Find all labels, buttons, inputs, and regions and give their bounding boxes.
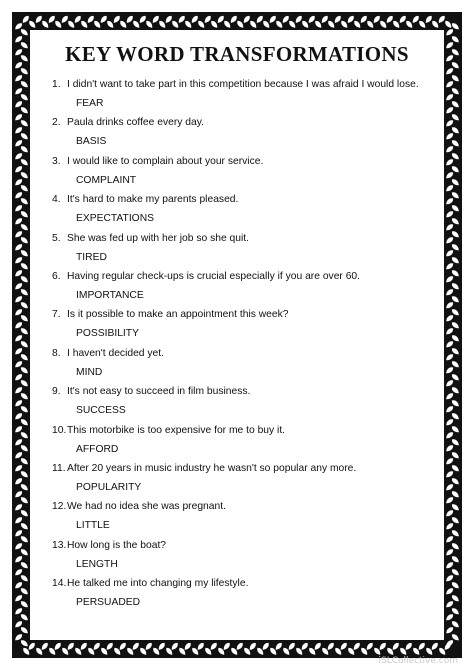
exercise-item bbox=[52, 79, 432, 117]
exercise-item bbox=[52, 578, 432, 616]
worksheet-content bbox=[36, 36, 438, 634]
exercise-item bbox=[52, 309, 432, 347]
item-number: 14. bbox=[52, 578, 67, 590]
exercise-item bbox=[52, 271, 432, 309]
page-title: KEY WORD TRANSFORMATIONS bbox=[65, 42, 409, 66]
item-number: 7. bbox=[52, 309, 61, 321]
keyword: EXPECTATIONS bbox=[76, 213, 155, 225]
keyword: LITTLE bbox=[76, 520, 110, 532]
exercise-sentence bbox=[52, 386, 250, 397]
sentence-text: He talked me into changing my lifestyle. bbox=[67, 578, 249, 590]
keyword: AFFORD bbox=[76, 443, 119, 455]
item-number: 10. bbox=[52, 424, 67, 436]
sentence-text: After 20 years in music industry he wasn't so popular any more. bbox=[67, 462, 357, 474]
keyword: PERSUADED bbox=[76, 597, 141, 609]
exercise-item bbox=[52, 194, 432, 232]
keyword: LENGTH bbox=[76, 558, 118, 570]
exercise-sentence bbox=[52, 156, 263, 167]
item-number: 13. bbox=[52, 539, 67, 551]
item-number: 8. bbox=[52, 347, 61, 359]
item-number: 2. bbox=[52, 117, 61, 129]
item-number: 3. bbox=[52, 155, 61, 167]
keyword: FEAR bbox=[76, 98, 104, 109]
keyword: IMPORTANCE bbox=[76, 289, 144, 301]
item-number: 4. bbox=[52, 194, 61, 206]
exercise-item bbox=[52, 425, 432, 463]
exercise-item bbox=[52, 117, 432, 155]
sentence-text: It's hard to make my parents pleased. bbox=[67, 194, 239, 206]
sentence-text: It's not easy to succeed in film business. bbox=[67, 386, 251, 398]
exercise-item bbox=[52, 348, 432, 386]
item-number: 11. bbox=[52, 462, 66, 474]
item-number: 6. bbox=[52, 270, 61, 282]
keyword: POSSIBILITY bbox=[76, 328, 139, 340]
exercise-list bbox=[52, 79, 432, 616]
exercise-sentence bbox=[52, 540, 166, 551]
exercise-item bbox=[52, 233, 432, 271]
sentence-text: How long is the boat? bbox=[67, 539, 167, 551]
item-number: 1. bbox=[52, 79, 61, 90]
exercise-item bbox=[52, 156, 432, 194]
exercise-item bbox=[52, 463, 432, 501]
exercise-item bbox=[52, 540, 432, 578]
exercise-sentence bbox=[52, 271, 360, 282]
exercise-sentence bbox=[52, 79, 419, 90]
item-number: 12. bbox=[52, 501, 67, 513]
sentence-text: We had no idea she was pregnant. bbox=[67, 501, 226, 513]
exercise-sentence bbox=[52, 194, 238, 205]
exercise-sentence bbox=[52, 233, 249, 244]
watermark-text: iSLCollective.com bbox=[378, 656, 458, 666]
exercise-sentence bbox=[52, 425, 285, 436]
item-number: 9. bbox=[52, 386, 61, 398]
exercise-sentence bbox=[52, 348, 164, 359]
exercise-sentence bbox=[52, 578, 248, 589]
sentence-text: Is it possible to make an appointment this week? bbox=[67, 309, 289, 321]
sentence-text: She was fed up with her job so she quit. bbox=[67, 232, 250, 244]
exercise-sentence bbox=[52, 463, 356, 474]
sentence-text: Paula drinks coffee every day. bbox=[67, 117, 204, 129]
exercise-sentence bbox=[52, 117, 204, 128]
keyword: BASIS bbox=[76, 136, 107, 148]
item-number: 5. bbox=[52, 232, 61, 244]
keyword: MIND bbox=[76, 366, 103, 378]
exercise-item bbox=[52, 501, 432, 539]
keyword: TIRED bbox=[76, 251, 107, 263]
keyword: SUCCESS bbox=[76, 405, 126, 417]
sentence-text: I didn't want to take part in this competition because I was afraid I would lose. bbox=[67, 79, 419, 90]
exercise-item bbox=[52, 386, 432, 424]
exercise-sentence bbox=[52, 501, 226, 512]
sentence-text: I would like to complain about your service. bbox=[67, 155, 264, 167]
sentence-text: I haven't decided yet. bbox=[67, 347, 164, 359]
sentence-text: Having regular check-ups is crucial especially if you are over 60. bbox=[67, 270, 361, 282]
keyword: POPULARITY bbox=[76, 481, 142, 493]
keyword: COMPLAINT bbox=[76, 174, 137, 186]
exercise-sentence bbox=[52, 309, 289, 320]
sentence-text: This motorbike is too expensive for me to buy it. bbox=[67, 424, 286, 436]
